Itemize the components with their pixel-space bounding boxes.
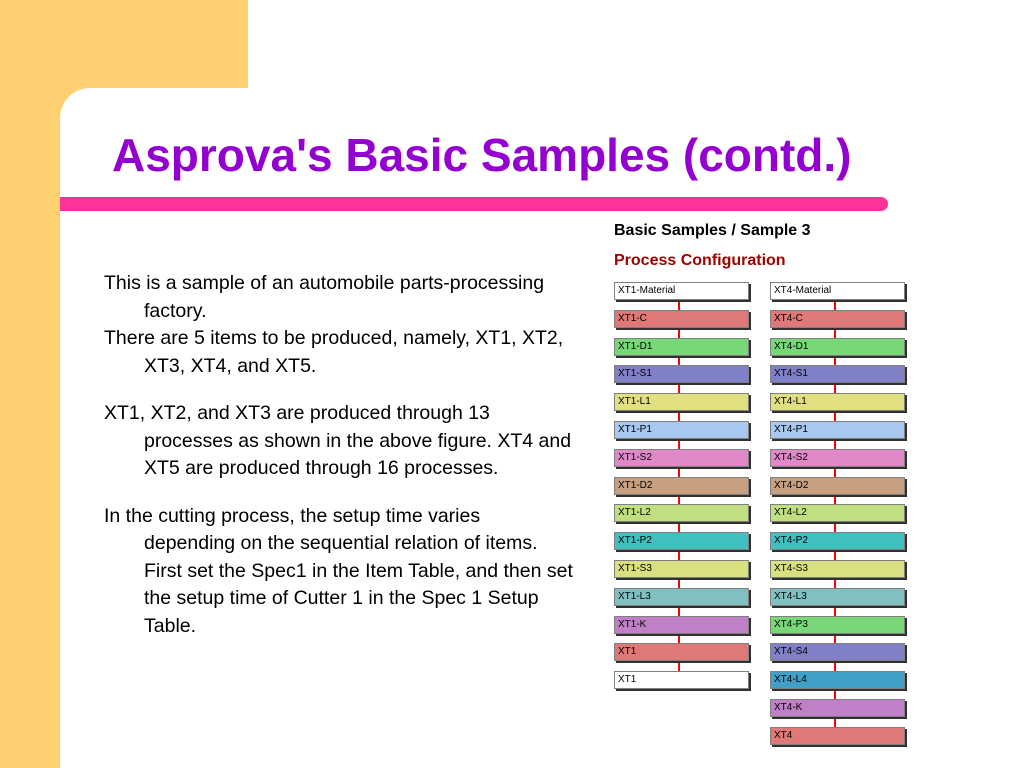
figure-sample-title: Basic Samples / Sample 3 (614, 222, 811, 239)
process-box-xt1-s3: XT1-S3 (614, 560, 749, 578)
process-box-xt1-p2: XT1-P2 (614, 532, 749, 550)
process-box-xt4-p2: XT4-P2 (770, 532, 905, 550)
process-box-xt4-s4: XT4-S4 (770, 643, 905, 661)
process-box-xt4-s1: XT4-S1 (770, 365, 905, 383)
process-box-xt1-l3: XT1-L3 (614, 588, 749, 606)
paragraph-cutting: In the cutting process, the setup time varies depending on the sequential relation of items. First set the Spec1 in the Item Table, and then set the setup time of Cutter 1 in the Spec 1 Setup Table. (104, 504, 573, 637)
process-box-xt4-l3: XT4-L3 (770, 588, 905, 606)
process-box-xt1-material: XT1-Material (614, 282, 749, 300)
process-box-xt1-d2: XT1-D2 (614, 477, 749, 495)
process-box-xt1-c: XT1-C (614, 310, 749, 328)
process-box-xt4-l4: XT4-L4 (770, 671, 905, 689)
process-box-xt1-s2: XT1-S2 (614, 449, 749, 467)
process-box-xt4-s3: XT4-S3 (770, 560, 905, 578)
process-box-xt4-l2: XT4-L2 (770, 504, 905, 522)
process-box-xt4-l1: XT4-L1 (770, 393, 905, 411)
process-box-xt4-material: XT4-Material (770, 282, 905, 300)
paragraph-factory: This is a sample of an automobile parts-processing factory. (104, 272, 545, 322)
process-box-xt1-s1: XT1-S1 (614, 365, 749, 383)
slide-body (104, 270, 574, 640)
paragraph-items: There are 5 items to be produced, namely, XT1, XT2, XT3, XT4, and XT5. (104, 327, 564, 377)
process-box-xt1: XT1 (614, 671, 749, 689)
paragraph-processes: XT1, XT2, and XT3 are produced through 13 processes as shown in the above figure. XT4 and XT5 are produced through 16 processes. (104, 402, 572, 479)
process-box-xt4: XT4 (770, 727, 905, 745)
process-box-xt1-p1: XT1-P1 (614, 421, 749, 439)
process-box-xt1-k: XT1-K (614, 616, 749, 634)
process-box-xt4-p1: XT4-P1 (770, 421, 905, 439)
title-underline-bar (60, 197, 888, 211)
process-box-xt4-k: XT4-K (770, 699, 905, 717)
process-box-xt4-c: XT4-C (770, 310, 905, 328)
slide-title: Asprova's Basic Samples (contd.) (112, 129, 852, 181)
process-box-xt4-s2: XT4-S2 (770, 449, 905, 467)
figure-process-title: Process Configuration (614, 252, 786, 269)
process-box-xt1-l2: XT1-L2 (614, 504, 749, 522)
decor-curve (60, 88, 360, 118)
process-box-xt4-p3: XT4-P3 (770, 616, 905, 634)
process-box-xt1-d1: XT1-D1 (614, 338, 749, 356)
process-box-xt1-l1: XT1-L1 (614, 393, 749, 411)
process-box-xt1: XT1 (614, 643, 749, 661)
process-box-xt4-d1: XT4-D1 (770, 338, 905, 356)
process-box-xt4-d2: XT4-D2 (770, 477, 905, 495)
